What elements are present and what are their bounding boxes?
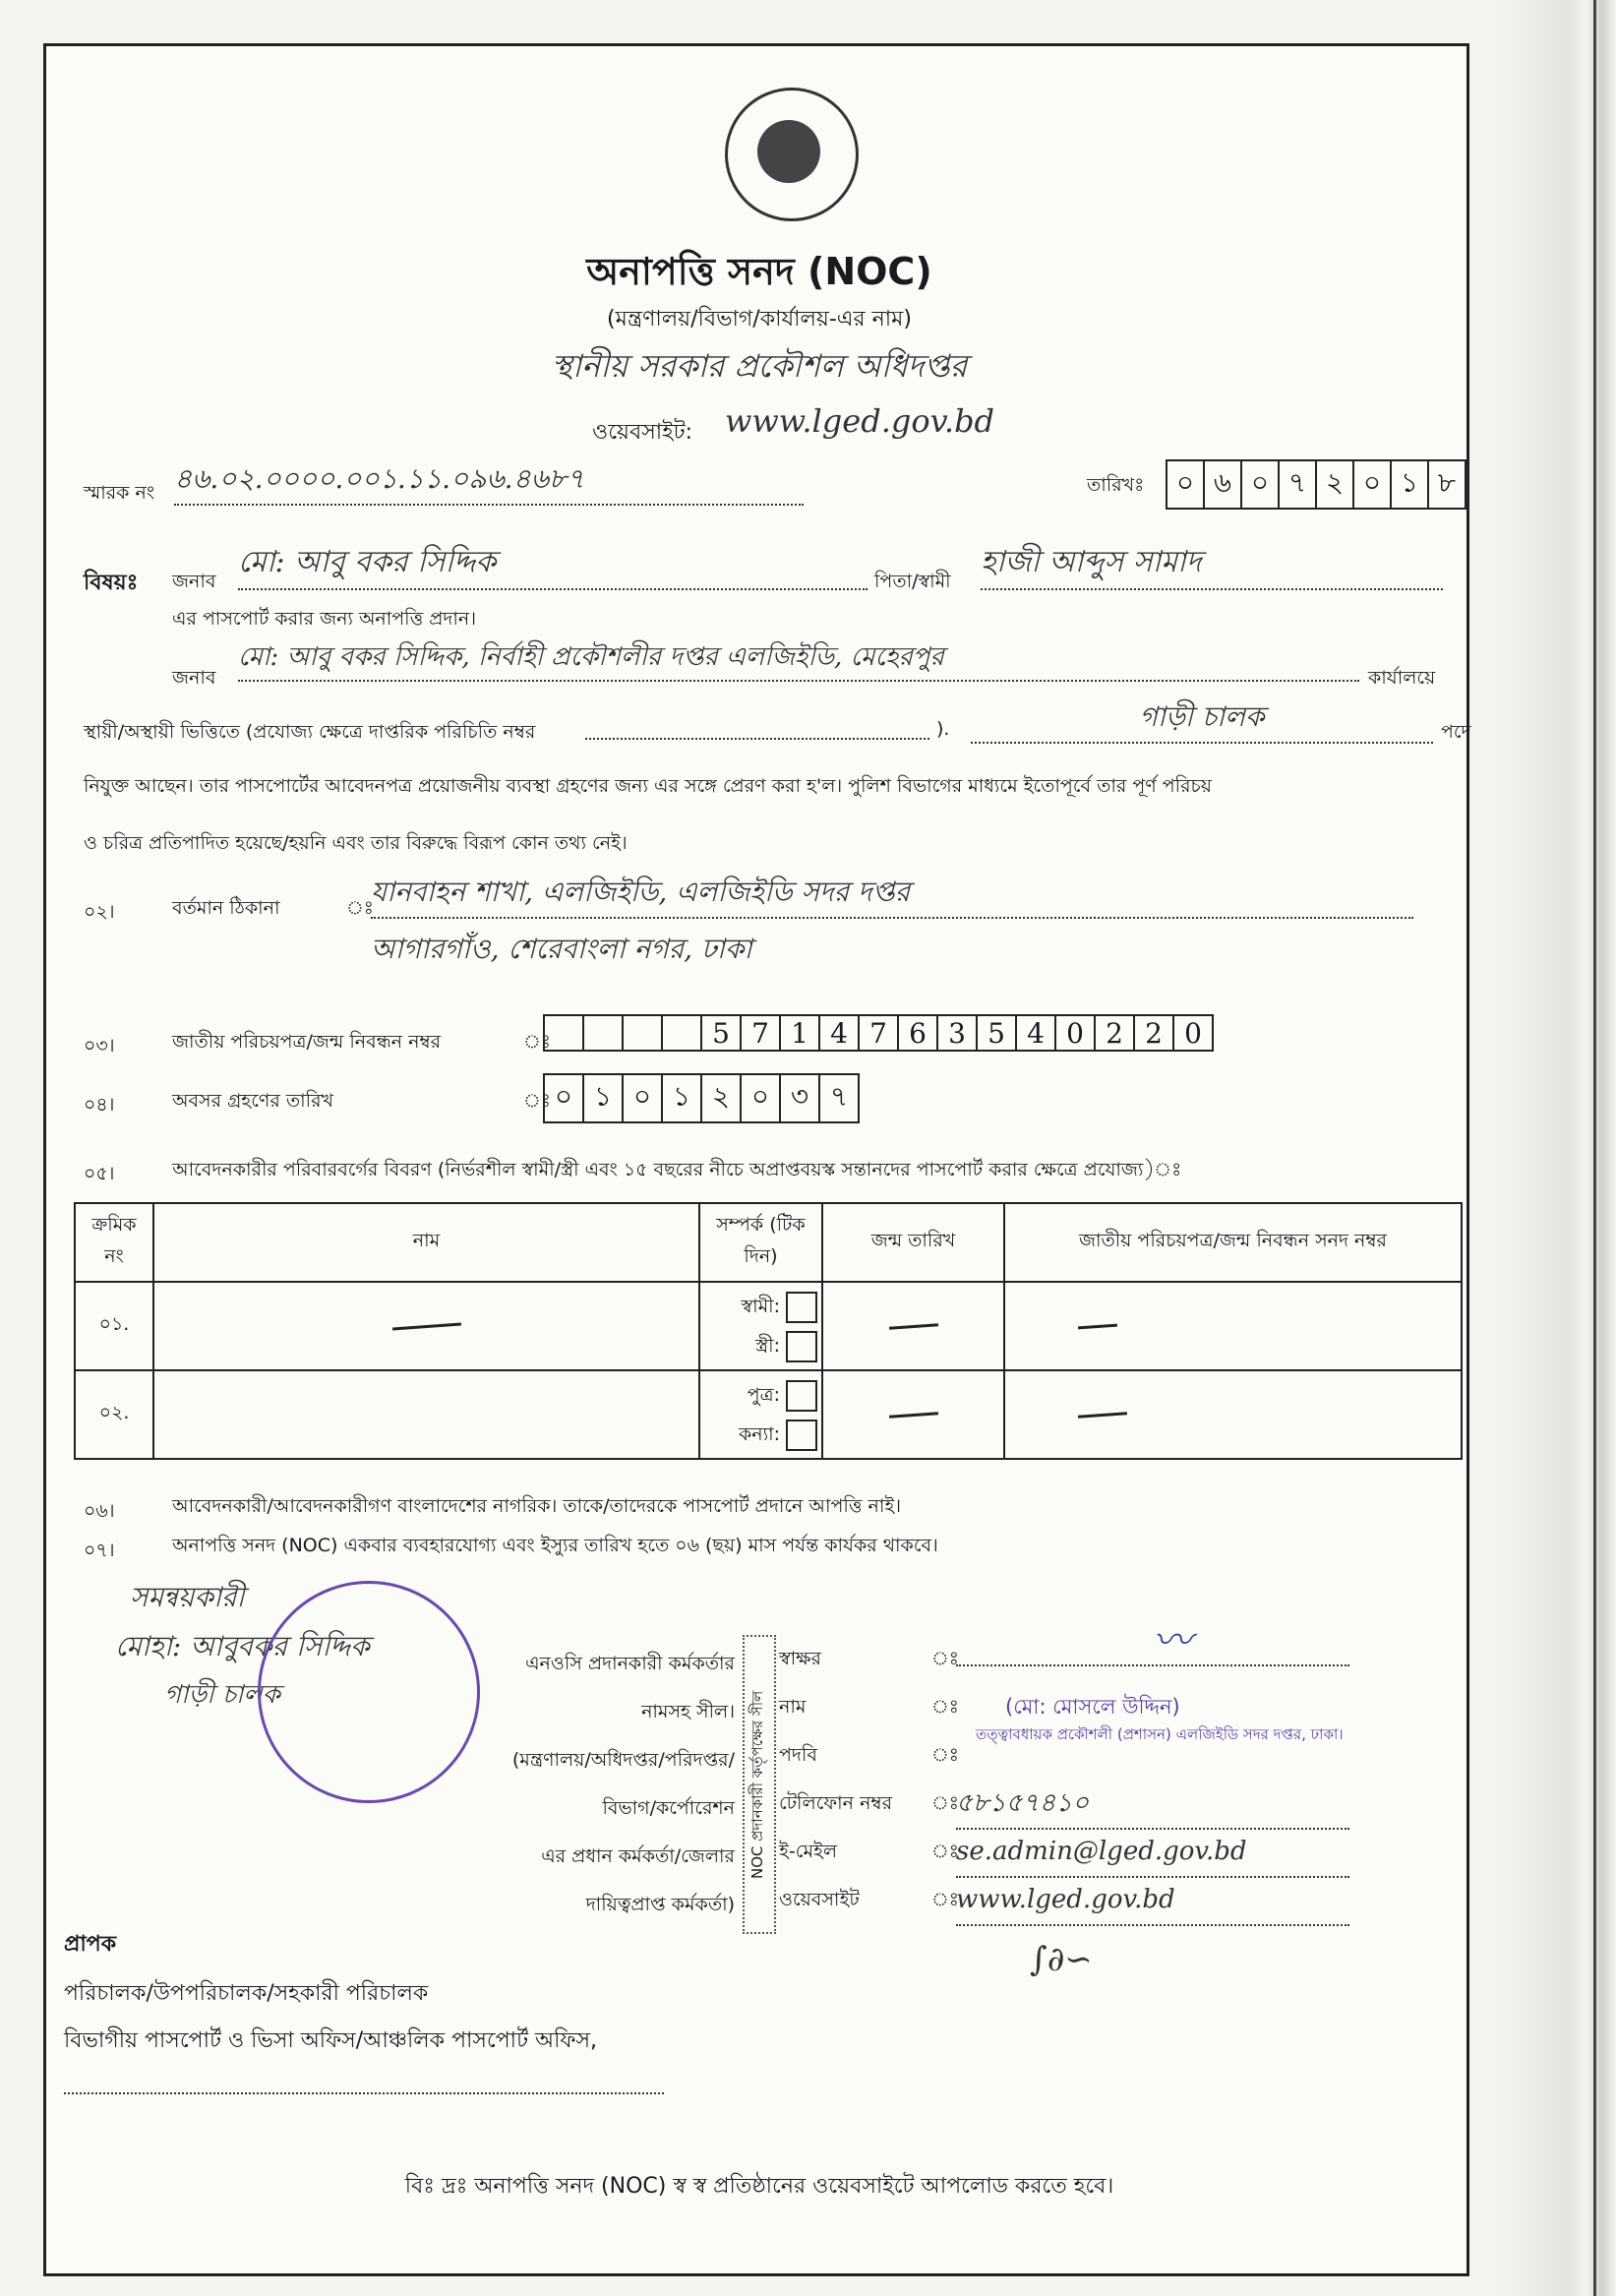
row-nid <box>1004 1282 1462 1370</box>
scan-edge-line <box>1593 0 1596 2296</box>
retirement-digit-cell: ২ <box>701 1074 741 1122</box>
blank-dash <box>888 1323 937 1329</box>
family-table-header <box>75 1203 1462 1282</box>
relation-son-checkbox[interactable] <box>786 1380 817 1412</box>
noc-officer-block <box>302 1640 735 1929</box>
applicant-name: মো: আবু বকর সিদ্দিক <box>238 538 868 590</box>
nid-digit-cell: 4 <box>1016 1015 1055 1051</box>
retirement-digit-cell: ১ <box>583 1074 623 1122</box>
field-label: স্বাক্ষর <box>779 1648 821 1669</box>
item-05-number: ০৫। <box>84 1163 115 1184</box>
field-telephone <box>779 1780 1428 1828</box>
row-serial: ০২. <box>75 1370 153 1459</box>
nid-digit-cell: 0 <box>1055 1015 1095 1051</box>
retirement-digit-cell: ৭ <box>819 1074 859 1122</box>
date-digit-cell: ০ <box>1167 460 1204 509</box>
field-value: ৫৮১৫৭৪১০ <box>956 1780 1349 1830</box>
item-06-number: ০৬। <box>84 1500 115 1522</box>
officer-line-5: এর প্রধান কর্মকর্তা/জেলার <box>541 1845 735 1867</box>
nid-digit-cell: 0 <box>1173 1015 1213 1051</box>
officer-line-6: দায়িত্বপ্রাপ্ত কর্মকর্তা) <box>585 1894 735 1915</box>
family-table <box>74 1202 1463 1460</box>
nid-digit-cell <box>662 1015 701 1051</box>
recipient-blank-line <box>64 2092 664 2094</box>
field-colon: ঃ <box>931 1889 959 1910</box>
signature-mark-icon: 〰 <box>1153 1618 1192 1663</box>
item-02-label: বর্তমান ঠিকানা <box>172 897 280 919</box>
nid-digit-cell: 5 <box>977 1015 1016 1051</box>
noc-form <box>43 43 1469 2276</box>
row-birth-date <box>822 1370 1004 1459</box>
row-name <box>153 1282 699 1370</box>
post-title: গাড়ী চালক <box>971 695 1433 744</box>
relation-husband-label: স্বামী: <box>741 1296 780 1317</box>
date-digit-cell: ৭ <box>1279 460 1316 509</box>
retirement-digit-cell: ০ <box>544 1074 583 1122</box>
relation-husband-checkbox[interactable] <box>786 1292 817 1323</box>
nid-digit-cell: 2 <box>1095 1015 1134 1051</box>
header-nid: জাতীয় পরিচয়পত্র/জন্ম নিবন্ধন সনদ নম্বর <box>1004 1203 1462 1282</box>
recipient-label: প্রাপক <box>64 1932 117 1957</box>
body-line-d: ও চরিত্র প্রতিপাদিত হয়েছে/হয়নি এবং তার বিরুদ্ধে বিরূপ কোন তথ্য নেই। <box>84 832 628 854</box>
field-value: (মো: মোসলে উদ্দিন) <box>1005 1695 1180 1719</box>
field-colon: ঃ <box>931 1744 959 1766</box>
officer-line-4: বিভাগ/কর্পোরেশন <box>602 1797 735 1819</box>
field-signature <box>779 1618 1428 1683</box>
item-02-number: ০২। <box>84 901 115 923</box>
row-relation <box>699 1282 822 1370</box>
header-name: নাম <box>153 1203 699 1282</box>
field-label: টেলিফোন নম্বর <box>779 1792 893 1814</box>
date-digit-cell: ০ <box>1353 460 1391 509</box>
nid-digit-cell <box>583 1015 623 1051</box>
nid-digit-cell: 5 <box>701 1015 741 1051</box>
retirement-digit-cell: ৩ <box>780 1074 819 1122</box>
row-name <box>153 1370 699 1459</box>
row-serial: ০১. <box>75 1282 153 1370</box>
item-04-label: অবসর গ্রহণের তারিখ <box>172 1090 334 1112</box>
official-id-blank <box>585 738 929 740</box>
nid-digit-cell <box>623 1015 662 1051</box>
recipient-line-1: পরিচালক/উপপরিচালক/সহকারী পরিচালক <box>64 1981 429 2006</box>
relation-wife-label: স্ত্রী: <box>755 1335 780 1357</box>
body-janab: জনাব <box>172 667 216 689</box>
government-seal-icon <box>725 88 859 221</box>
field-colon: ঃ <box>931 1648 959 1669</box>
address-line-1: যানবাহন শাখা, এলজিইডি, এলজিইডি সদর দপ্তর <box>371 871 1413 919</box>
item-03-number: ০৩। <box>84 1035 115 1057</box>
row-relation <box>699 1370 822 1459</box>
nid-digit-cell: 2 <box>1134 1015 1173 1051</box>
retirement-digit-cell: ০ <box>741 1074 780 1122</box>
retirement-digit-cell: ০ <box>623 1074 662 1122</box>
item-05-label: আবেদনকারীর পরিবারবর্গের বিবরণ (নির্ভরশীল স্বামী/স্ত্রী এবং ১৫ বছরের নীচে অপ্রাপ্তবয়স্ক সন্তানদের পাসপোর্ট করার ক্ষেত্রে প্রযোজ্য)ঃ <box>172 1159 1182 1180</box>
body-line-b-close: ). <box>936 718 950 740</box>
memo-label: স্মারক নং <box>84 482 155 504</box>
row-birth-date <box>822 1282 1004 1370</box>
body-line-b: স্থায়ী/অস্থায়ী ভিত্তিতে (প্রযোজ্য ক্ষেত্রে দাপ্তরিক পরিচিতি নম্বর <box>84 721 536 743</box>
item-04-number: ০৪। <box>84 1094 115 1116</box>
noc-authority-seal-box: NOC প্রদানকারী কর্তৃপক্ষের সীল <box>743 1635 776 1934</box>
field-label: ওয়েবসাইট <box>779 1889 860 1910</box>
header-serial: ক্রমিক নং <box>75 1203 153 1282</box>
item-02-colon: ঃ <box>346 897 374 919</box>
officer-line-2: নামসহ সীল। <box>641 1701 735 1722</box>
footer-note: বিঃ দ্রঃ অনাপত্তি সনদ (NOC) স্ব স্ব প্রতিষ্ঠানের ওয়েবসাইটে আপলোড করতে হবে। <box>404 2174 1114 2199</box>
nid-digit-cell <box>544 1015 583 1051</box>
field-website <box>779 1876 1428 1924</box>
website-value: www.lged.gov.bd <box>725 402 995 440</box>
nid-cells <box>543 1014 1214 1052</box>
issue-date-cells <box>1166 459 1466 510</box>
field-label: পদবি <box>779 1744 817 1766</box>
header-birth-date: জন্ম তারিখ <box>822 1203 1004 1282</box>
officer-line-1: এনওসি প্রদানকারী কর্মকর্তার <box>525 1653 735 1674</box>
signature-fields <box>779 1618 1428 1924</box>
item-04-colon: ঃ <box>523 1090 551 1112</box>
date-digit-cell: ১ <box>1391 460 1428 509</box>
recipient-line-2: বিভাগীয় পাসপোর্ট ও ভিসা অফিস/আঞ্চলিক পাসপোর্ট অফিস, <box>64 2028 597 2053</box>
date-digit-cell: ৬ <box>1204 460 1241 509</box>
field-colon: ঃ <box>931 1841 959 1862</box>
field-designation <box>779 1725 1428 1780</box>
scan-edge <box>1498 0 1616 2296</box>
row-nid <box>1004 1370 1462 1459</box>
field-label: নাম <box>779 1696 807 1718</box>
nid-digit-cell: 6 <box>898 1015 937 1051</box>
date-digit-cell: ০ <box>1241 460 1279 509</box>
website-label: ওয়েবসাইট: <box>592 420 692 445</box>
date-label: তারিখঃ <box>1087 474 1145 496</box>
address-line-2: আগারগাঁও, শেরেবাংলা নগর, ঢাকা <box>371 933 752 965</box>
field-email <box>779 1828 1428 1876</box>
relation-daughter-checkbox[interactable] <box>786 1420 817 1451</box>
nid-digit-cell: 4 <box>819 1015 859 1051</box>
office-name: স্থানীয় সরকার প্রকৌশল অধিদপ্তর <box>551 347 968 385</box>
nid-digit-cell: 1 <box>780 1015 819 1051</box>
initials-signature-icon: ∫∂∽ <box>1030 1940 1093 1979</box>
retirement-date-cells <box>543 1073 860 1123</box>
officer-line-3: (মন্ত্রণালয়/অধিদপ্তর/পরিদপ্তর/ <box>511 1749 735 1771</box>
blank-dash <box>888 1412 937 1418</box>
item-07-text: অনাপত্তি সনদ (NOC) একবার ব্যবহারযোগ্য এবং ইস্যুর তারিখ হতে ০৬ (ছয়) মাস পর্যন্ত কার্যকর থাকবে। <box>172 1535 938 1556</box>
header-relation: সম্পর্ক (টিক দিন) <box>699 1203 822 1282</box>
nid-digit-cell: 7 <box>859 1015 898 1051</box>
relation-son-label: পুত্র: <box>747 1384 780 1406</box>
document-subtitle: (মন্ত্রণালয়/বিভাগ/কার্যালয়-এর নাম) <box>607 307 912 332</box>
date-digit-cell: ২ <box>1316 460 1353 509</box>
relation-wife-checkbox[interactable] <box>786 1331 817 1362</box>
item-06-text: আবেদনকারী/আবেদনকারীগণ বাংলাদেশের নাগরিক। তাকে/তাদেরকে পাসপোর্ট প্রদানে আপত্তি নাই। <box>172 1495 902 1517</box>
subject-line2: এর পাসপোর্ট করার জন্য অনাপত্তি প্রদান। <box>172 608 477 630</box>
post-suffix: পদে <box>1441 721 1471 743</box>
date-digit-cell: ৮ <box>1428 460 1466 509</box>
field-colon: ঃ <box>931 1696 959 1718</box>
item-03-label: জাতীয় পরিচয়পত্র/জন্ম নিবন্ধন নম্বর <box>172 1031 442 1053</box>
nid-digit-cell: 7 <box>741 1015 780 1051</box>
office-handwritten: মো: আবু বকর সিদ্দিক, নির্বাহী প্রকৌশলীর দপ্তর এলজিইডি, মেহেরপুর <box>238 636 1359 682</box>
table-row <box>75 1282 1462 1370</box>
subject-label: বিষয়ঃ <box>84 571 139 595</box>
memo-number: ৪৬.০২.০০০০.০০১.১১.০৯৬.৪৬৮৭ <box>174 457 804 506</box>
relation-daughter-label: কন্যা: <box>738 1423 780 1445</box>
item-07-number: ০৭। <box>84 1540 115 1561</box>
office-suffix: কার্যালয়ে <box>1368 667 1436 689</box>
field-value: se.admin@lged.gov.bd <box>956 1828 1349 1878</box>
item-03-colon: ঃ <box>523 1031 551 1053</box>
left-handwriting-1: সমন্বয়কারী <box>130 1581 245 1613</box>
left-handwriting-2: মোহা: আবুবকর সিদ্দিক <box>115 1630 370 1662</box>
table-row <box>75 1370 1462 1459</box>
nid-digit-cell: 3 <box>937 1015 977 1051</box>
field-value: তত্ত্বাবধায়ক প্রকৌশলী (প্রশাসন) এলজিইডি সদর দপ্তর, ঢাকা। <box>976 1725 1344 1743</box>
left-handwriting-3: গাড়ী চালক <box>164 1680 280 1710</box>
blank-dash <box>391 1322 460 1330</box>
document-title: অনাপত্তি সনদ (NOC) <box>586 250 932 293</box>
blank-dash <box>1078 1323 1117 1329</box>
body-line-c: নিযুক্ত আছেন। তার পাসপোর্টের আবেদনপত্র প্রয়োজনীয় ব্যবস্থা গ্রহণের জন্য এর সঙ্গে প্রেরণ করা হ'ল। পুলিশ বিভাগের মাধ্যমে ইতোপূর্বে তার পূর্ণ পরিচয় <box>84 775 1212 797</box>
field-label: ই-মেইল <box>779 1841 838 1862</box>
blank-dash <box>1078 1412 1127 1418</box>
father-name: হাজী আব্দুস সামাদ <box>981 538 1443 590</box>
subject-janab: জনাব <box>172 571 216 592</box>
field-value: www.lged.gov.bd <box>956 1876 1349 1926</box>
retirement-digit-cell: ১ <box>662 1074 701 1122</box>
field-colon: ঃ <box>931 1792 959 1814</box>
father-label: পিতা/স্বামী <box>874 571 951 592</box>
